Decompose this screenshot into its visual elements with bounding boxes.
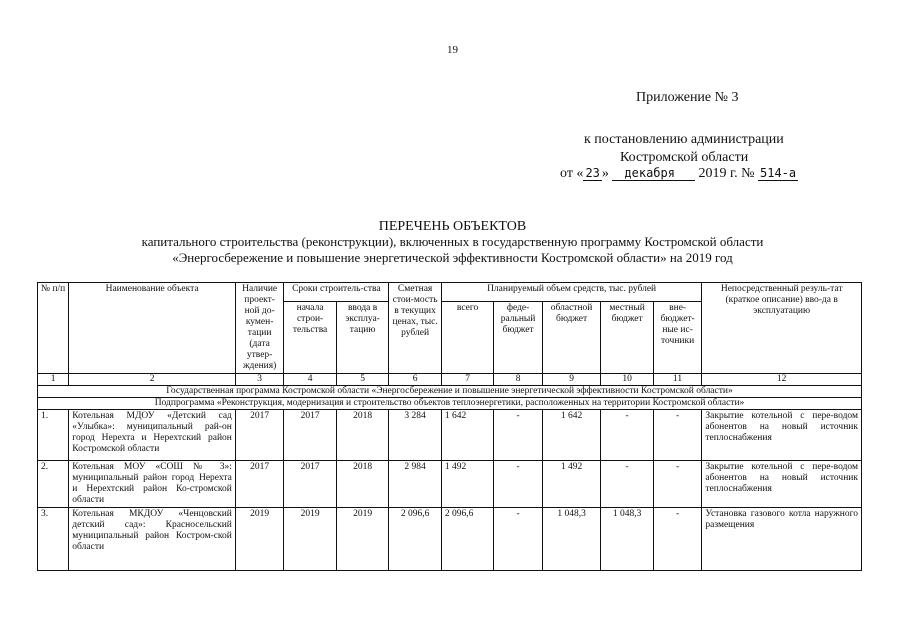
header-project: Наличие проект-ной до-кумен-тации (дата утвер-ждения) (235, 283, 283, 374)
handwritten-day: 23 (585, 166, 600, 180)
header-cost: Сметная стои-мость в текущих ценах, тыс. рублей (389, 283, 442, 374)
row-num: 2. (38, 461, 69, 508)
row-name: Котельная МДОУ «Детский сад «Улыбка»: муниципальный рай-он город Нерехта и Нерехтский район Костромской области (69, 410, 236, 461)
appendix-label: Приложение № 3 (636, 90, 739, 105)
row-start: 2017 (284, 461, 337, 508)
row-local: - (601, 461, 654, 508)
date-mid: » (601, 166, 609, 181)
row-name: Котельная МКДОУ «Ченцовский детский сад»: Красносельский муниципальный район Костром-ской области (69, 508, 236, 571)
document-subtitle-1: капитального строительства (реконструкции), включенных в государственную программу Костромской области (141, 234, 764, 249)
row-extra: - (653, 410, 702, 461)
row-project: 2019 (235, 508, 283, 571)
col-number: 1 (38, 374, 69, 386)
col-number: 9 (542, 374, 601, 386)
row-extra: - (653, 461, 702, 508)
col-number: 7 (441, 374, 494, 386)
objects-table (37, 282, 862, 571)
row-start: 2017 (284, 410, 337, 461)
row-regional: 1 048,3 (542, 508, 601, 571)
row-federal: - (494, 508, 542, 571)
row-commission: 2018 (336, 461, 389, 508)
col-number: 6 (389, 374, 442, 386)
header-terms: Сроки строитель-ства (284, 283, 389, 302)
row-project: 2017 (235, 410, 283, 461)
row-commission: 2018 (336, 410, 389, 461)
col-number: 5 (336, 374, 389, 386)
resolution-line-2: Костромской области (620, 150, 749, 165)
row-result: Установка газового котла наружного размещения (702, 508, 862, 571)
row-federal: - (494, 410, 542, 461)
table-row (38, 410, 862, 461)
header-regional: областной бюджет (542, 302, 601, 374)
resolution-line-1: к постановлению администрации (584, 132, 784, 147)
handwritten-month: декабря (612, 166, 695, 181)
header-extrabudget: вне-бюджет-ные ис-точники (653, 302, 702, 374)
header-terms-start: начала строи-тельства (284, 302, 337, 374)
row-local: - (601, 410, 654, 461)
subprogram-row (38, 398, 862, 410)
column-number-row (38, 374, 862, 386)
header-federal: феде-ральный бюджет (494, 302, 542, 374)
header-terms-commission: ввода в эксплуа-тацию (336, 302, 389, 374)
table-row (38, 461, 862, 508)
row-extra: - (653, 508, 702, 571)
row-regional: 1 642 (542, 410, 601, 461)
document-subtitle-2: «Энергосбережение и повышение энергетической эффективности Костромской области» на 2019 год (172, 250, 733, 265)
col-number: 12 (702, 374, 862, 386)
row-name: Котельная МОУ «СОШ № 3»: муниципальный район город Нерехта и Нерехтский район Ко-стромской области (69, 461, 236, 508)
row-commission: 2019 (336, 508, 389, 571)
header-total: всего (441, 302, 494, 374)
row-total: 1 492 (441, 461, 494, 508)
row-result: Закрытие котельной с пере-водом абонентов на новый источник теплоснабжения (702, 461, 862, 508)
date-prefix: от « (560, 166, 584, 181)
row-num: 1. (38, 410, 69, 461)
header-row-1 (38, 283, 862, 302)
col-number: 2 (69, 374, 236, 386)
program-title: Государственная программа Костромской области «Энергосбережение и повышение энергетической эффективности Костромской области» (38, 386, 862, 398)
header-result: Непосредственный резуль-тат (краткое описание) вво-да в эксплуатацию (702, 283, 862, 374)
row-federal: - (494, 461, 542, 508)
row-num: 3. (38, 508, 69, 571)
row-local: 1 048,3 (601, 508, 654, 571)
subprogram-title: Подпрограмма «Реконструкция, модернизация и строительство объектов теплоэнергетики, расположенных на территории Костромской области» (38, 398, 862, 410)
row-cost: 3 284 (389, 410, 442, 461)
header-num: № п/п (38, 283, 69, 374)
row-cost: 2 096,6 (389, 508, 442, 571)
col-number: 8 (494, 374, 542, 386)
program-row (38, 386, 862, 398)
col-number: 10 (601, 374, 654, 386)
resolution-date-line (560, 166, 798, 182)
row-project: 2017 (235, 461, 283, 508)
row-regional: 1 492 (542, 461, 601, 508)
table-row (38, 508, 862, 571)
col-number: 3 (235, 374, 283, 386)
handwritten-number: 514-а (760, 166, 797, 180)
col-number: 4 (284, 374, 337, 386)
row-result: Закрытие котельной с пере-водом абонентов на новый источник теплоснабжения (702, 410, 862, 461)
header-name: Наименование объекта (69, 283, 236, 374)
header-planned: Планируемый объем средств, тыс. рублей (441, 283, 702, 302)
document-title: ПЕРЕЧЕНЬ ОБЪЕКТОВ (378, 219, 527, 234)
row-start: 2019 (284, 508, 337, 571)
row-total: 2 096,6 (441, 508, 494, 571)
col-number: 11 (653, 374, 702, 386)
row-cost: 2 984 (389, 461, 442, 508)
page-number: 19 (447, 44, 458, 56)
header-local: местный бюджет (601, 302, 654, 374)
row-total: 1 642 (441, 410, 494, 461)
year-part: 2019 г. № (698, 166, 755, 181)
